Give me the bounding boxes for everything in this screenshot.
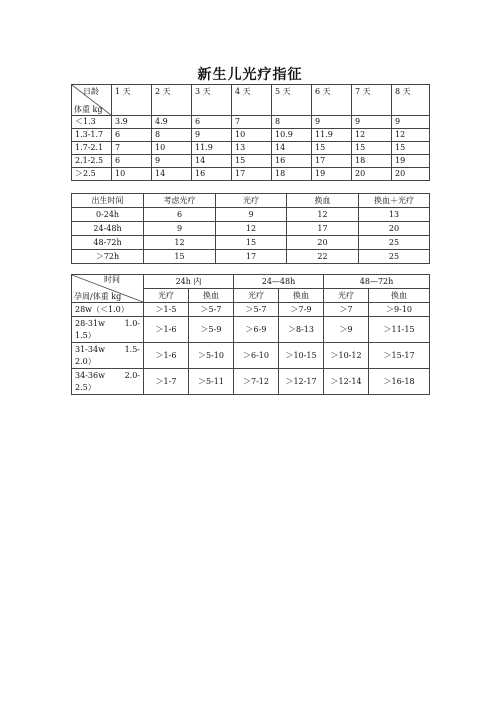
value-cell: 15 [312,142,352,155]
value-cell: 20 [352,168,392,181]
value-cell: 7 [112,142,152,155]
weight-label-cont: 2.0） [75,356,96,366]
value-cell: 12 [392,129,430,142]
value-cell: 9 [312,116,352,129]
weight-label: 1.0- [124,318,140,328]
weight-cell: 1.7-2.1 [72,142,112,155]
value-cell: ＞10-12 [324,343,369,369]
weight-cell: ＜1.3 [72,116,112,129]
subheader: 换血 [369,289,430,303]
gestation-cell: 28w（＜1.0） [72,303,144,317]
value-cell: 7 [232,116,272,129]
value-cell: 9 [192,129,232,142]
table-header-row [72,194,430,208]
column-header: 换血＋光疗 [359,194,430,208]
corner-bottom-label: 体重 kg [74,105,103,114]
column-header: 出生时间 [72,194,144,208]
value-cell: ＞1-5 [144,303,189,317]
table-row [72,222,430,236]
subheader: 换血 [189,289,234,303]
value-cell: 17 [216,250,287,264]
value-cell: 12 [216,222,287,236]
time-cell: 24-48h [72,222,144,236]
table-row [72,317,430,343]
table-row [72,303,430,317]
gestation-cell [72,369,144,395]
gestational-age-table [71,274,430,395]
value-cell: ＞5-7 [189,303,234,317]
value-cell: ＞8-13 [279,317,324,343]
value-cell: 8 [272,116,312,129]
value-cell: 25 [359,250,430,264]
subheader: 光疗 [144,289,189,303]
value-cell: 13 [232,142,272,155]
value-cell: ＞5-7 [234,303,279,317]
value-cell: 18 [272,168,312,181]
table-row [72,236,430,250]
table-row [72,343,430,369]
weight-cell: 2.1-2.5 [72,155,112,168]
value-cell: ＞11-15 [369,317,430,343]
value-cell: 19 [312,168,352,181]
time-cell: 48-72h [72,236,144,250]
value-cell: ＞6-9 [234,317,279,343]
value-cell: ＞1-7 [144,369,189,395]
column-header: 光疗 [216,194,287,208]
value-cell: 16 [272,155,312,168]
corner-header-cell [72,85,112,116]
table-row [72,129,430,142]
value-cell: 11.9 [312,129,352,142]
value-cell: 17 [232,168,272,181]
subheader: 光疗 [324,289,369,303]
period-header: 24—48h [234,275,324,289]
column-header: 考虑光疗 [144,194,216,208]
value-cell: 9 [352,116,392,129]
table-row [72,208,430,222]
value-cell: ＞7-12 [234,369,279,395]
value-cell: 15 [144,250,216,264]
value-cell: ＞1-6 [144,317,189,343]
value-cell: ＞5-9 [189,317,234,343]
day-header: 8 天 [392,85,430,116]
value-cell: 14 [152,168,192,181]
value-cell: 20 [392,168,430,181]
period-header: 48—72h [324,275,430,289]
value-cell: 20 [287,236,359,250]
table-header-row [72,275,430,289]
weight-cell: ＞2.5 [72,168,112,181]
day-header: 3 天 [192,85,232,116]
value-cell: 17 [312,155,352,168]
table-row [72,250,430,264]
weight-label: 2.0- [124,370,140,380]
weight-day-table [71,84,430,181]
value-cell: ＞15-17 [369,343,430,369]
table-row [72,116,430,129]
value-cell: 19 [392,155,430,168]
time-cell: ＞72h [72,250,144,264]
day-header: 4 天 [232,85,272,116]
value-cell: ＞7-9 [279,303,324,317]
value-cell: 15 [352,142,392,155]
value-cell: ＞12-14 [324,369,369,395]
day-header: 2 天 [152,85,192,116]
value-cell: 11.9 [192,142,232,155]
day-header: 6 天 [312,85,352,116]
corner-bottom-label: 孕周/体重 kg [74,292,122,301]
table-row [72,168,430,181]
corner-header-cell [72,275,144,303]
value-cell: ＞6-10 [234,343,279,369]
value-cell: 25 [359,236,430,250]
page-title: 新生儿光疗指征 [197,67,303,83]
value-cell: ＞7 [324,303,369,317]
gestation-cell [72,317,144,343]
table-row [72,155,430,168]
value-cell: ＞16-18 [369,369,430,395]
gestation-label: 31-34w [75,344,105,354]
value-cell: 9 [216,208,287,222]
gestation-label: 34-36w [75,370,105,380]
value-cell: 12 [144,236,216,250]
value-cell: 15 [392,142,430,155]
day-header: 7 天 [352,85,392,116]
corner-top-label: 日龄 [83,87,99,96]
table-row [72,369,430,395]
value-cell: 20 [359,222,430,236]
value-cell: 10 [232,129,272,142]
table-header-row [72,85,430,116]
weight-cell: 1.3-1.7 [72,129,112,142]
value-cell: ＞9-10 [369,303,430,317]
value-cell: 15 [232,155,272,168]
value-cell: ＞9 [324,317,369,343]
gestation-cell [72,343,144,369]
value-cell: 9 [392,116,430,129]
value-cell: 13 [359,208,430,222]
value-cell: 17 [287,222,359,236]
gestation-label: 28-31w [75,318,105,328]
subheader: 换血 [279,289,324,303]
period-header: 24h 内 [144,275,234,289]
day-header: 1 天 [112,85,152,116]
value-cell: ＞12-17 [279,369,324,395]
birth-time-table [71,193,430,264]
value-cell: 9 [152,155,192,168]
value-cell: 6 [112,129,152,142]
column-header: 换血 [287,194,359,208]
value-cell: 3.9 [112,116,152,129]
value-cell: ＞5-10 [189,343,234,369]
table-row [72,142,430,155]
value-cell: ＞5-11 [189,369,234,395]
value-cell: 14 [192,155,232,168]
value-cell: ＞10-15 [279,343,324,369]
value-cell: 14 [272,142,312,155]
value-cell: 6 [192,116,232,129]
value-cell: 10.9 [272,129,312,142]
value-cell: 10 [112,168,152,181]
time-cell: 0-24h [72,208,144,222]
corner-top-label: 时间 [104,275,120,284]
weight-label: 1.5- [124,344,140,354]
value-cell: 8 [152,129,192,142]
value-cell: 18 [352,155,392,168]
subheader: 光疗 [234,289,279,303]
value-cell: 12 [287,208,359,222]
value-cell: ＞1-6 [144,343,189,369]
value-cell: 10 [152,142,192,155]
day-header: 5 天 [272,85,312,116]
weight-label-cont: 2.5） [75,382,96,392]
value-cell: 6 [112,155,152,168]
value-cell: 12 [352,129,392,142]
value-cell: 6 [144,208,216,222]
value-cell: 16 [192,168,232,181]
value-cell: 9 [144,222,216,236]
value-cell: 15 [216,236,287,250]
weight-label-cont: 1.5） [75,330,96,340]
value-cell: 4.9 [152,116,192,129]
value-cell: 22 [287,250,359,264]
